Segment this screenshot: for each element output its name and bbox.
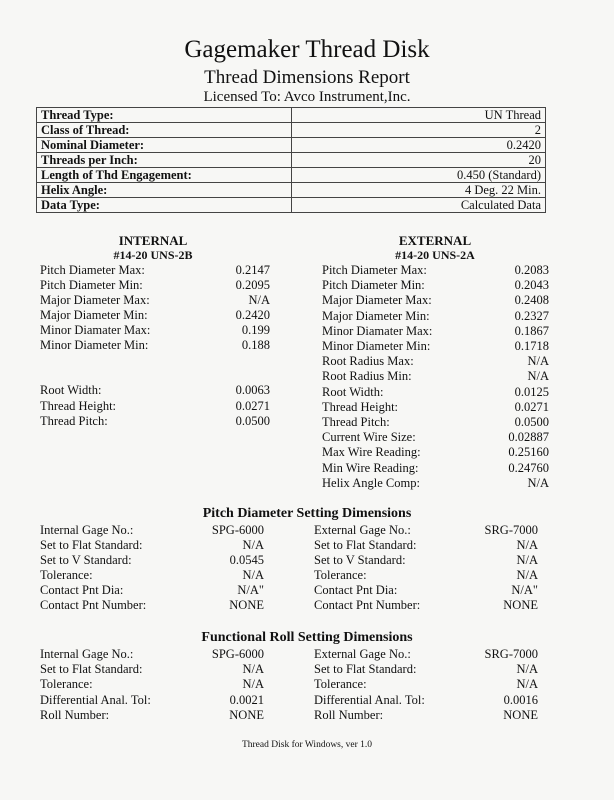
- dimension-value: N/A: [242, 568, 264, 582]
- dimension-value: 0.2043: [514, 278, 549, 293]
- dimension-value: 0.0271: [235, 399, 270, 413]
- dimension-label: Minor Diamater Max:: [322, 323, 433, 338]
- info-value: 2: [292, 123, 546, 138]
- dimension-label: Contact Pnt Number:: [314, 598, 421, 612]
- info-row: [37, 168, 546, 183]
- dimension-label: Current Wire Size:: [322, 430, 416, 445]
- dimension-label: Pitch Diameter Max:: [40, 263, 145, 277]
- dimension-value: 0.0500: [235, 414, 270, 428]
- dimension-value: N/A: [242, 662, 264, 677]
- dimension-label: Roll Number:: [40, 707, 110, 722]
- dimension-value: N/A: [242, 677, 264, 692]
- dimension-value: SRG-7000: [484, 523, 538, 537]
- dimension-label: Major Diameter Min:: [40, 308, 148, 322]
- dimension-value: 0.0063: [235, 383, 270, 397]
- dimension-label: Root Width:: [322, 384, 384, 399]
- dimension-label: External Gage No.:: [314, 523, 411, 537]
- dimension-label: Minor Diamater Max:: [40, 323, 151, 337]
- dimension-value: N/A: [527, 354, 549, 369]
- info-row: [37, 108, 546, 123]
- footer-version: Thread Disk for Windows, ver 1.0: [241, 740, 373, 750]
- dimension-label: Set to Flat Standard:: [40, 538, 143, 552]
- dimension-value: 0.199: [241, 323, 270, 337]
- dimension-label: Internal Gage No.:: [40, 523, 134, 537]
- internal-designation: #14-20 UNS-2B: [113, 248, 193, 262]
- info-value: 0.2420: [292, 138, 546, 153]
- dimension-value: 0.1867: [514, 323, 549, 338]
- dimension-label: Contact Pnt Dia:: [314, 583, 398, 597]
- dimension-value: N/A": [237, 583, 264, 597]
- dimension-label: Pitch Diameter Max:: [322, 263, 427, 277]
- dimension-label: Differential Anal. Tol:: [314, 692, 425, 707]
- dimension-label: Tolerance:: [314, 677, 367, 692]
- dimension-label: Contact Pnt Dia:: [40, 583, 124, 597]
- info-row: [37, 183, 546, 198]
- license-line: Licensed To: Avco Instrument,Inc.: [203, 89, 411, 105]
- dimension-value: NONE: [229, 598, 264, 612]
- dimension-label: Min Wire Reading:: [322, 460, 419, 475]
- dimension-label: Contact Pnt Number:: [40, 598, 147, 612]
- dimension-label: Set to V Standard:: [40, 553, 132, 567]
- info-label: Data Type:: [37, 198, 292, 213]
- info-row: [37, 138, 546, 153]
- dimension-label: Set to Flat Standard:: [314, 662, 417, 677]
- dimension-label: Root Width:: [40, 383, 102, 397]
- dimension-label: External Gage No.:: [314, 647, 411, 661]
- dimension-label: Pitch Diameter Min:: [40, 278, 143, 292]
- dimension-label: Minor Diameter Min:: [322, 339, 431, 353]
- dimension-value: 0.2408: [514, 293, 549, 308]
- dimension-label: Root Radius Min:: [322, 369, 412, 384]
- info-value: 4 Deg. 22 Min.: [292, 183, 546, 198]
- dimension-value: N/A: [242, 538, 264, 552]
- info-value: 20: [292, 153, 546, 168]
- report-subtitle: Thread Dimensions Report: [204, 67, 410, 88]
- info-label: Length of Thd Engagement:: [37, 168, 292, 183]
- info-row: [37, 123, 546, 138]
- dimension-value: N/A: [516, 662, 538, 677]
- dimension-label: Root Radius Max:: [322, 354, 414, 369]
- external-designation: #14-20 UNS-2A: [395, 248, 475, 262]
- dimension-label: Thread Height:: [40, 399, 117, 413]
- internal-heading: INTERNAL: [118, 233, 188, 248]
- dimension-value: N/A: [516, 538, 538, 552]
- info-label: Nominal Diameter:: [37, 138, 292, 153]
- dimension-value: N/A: [527, 475, 549, 490]
- dimension-label: Major Diameter Max:: [40, 293, 150, 307]
- info-label: Threads per Inch:: [37, 153, 292, 168]
- dimension-value: 0.02887: [508, 430, 549, 445]
- dimension-label: Set to Flat Standard:: [40, 662, 143, 677]
- dimension-label: Set to V Standard:: [314, 553, 406, 567]
- dimension-label: Major Diameter Min:: [322, 308, 430, 323]
- info-row: [37, 153, 546, 168]
- info-row: [37, 198, 546, 213]
- external-heading: EXTERNAL: [398, 233, 472, 248]
- dimension-label: Pitch Diameter Min:: [322, 278, 425, 293]
- dimension-value: N/A: [516, 568, 538, 582]
- info-label: Helix Angle:: [37, 183, 292, 198]
- dimension-value: 0.0271: [514, 399, 549, 414]
- dimension-value: SPG-6000: [211, 647, 264, 661]
- dimension-label: Set to Flat Standard:: [314, 538, 417, 552]
- dimension-value: 0.2095: [235, 278, 270, 292]
- info-value: Calculated Data: [292, 198, 546, 213]
- dimension-value: 0.0016: [503, 692, 538, 707]
- dimension-value: SPG-6000: [211, 523, 264, 537]
- dimension-label: Tolerance:: [40, 568, 93, 582]
- thread-info-table: [36, 107, 546, 213]
- dimension-label: Max Wire Reading:: [322, 445, 421, 460]
- info-value: UN Thread: [292, 108, 546, 123]
- dimension-label: Thread Pitch:: [322, 415, 390, 429]
- dimension-value: N/A": [511, 583, 538, 597]
- dimension-value: SRG-7000: [484, 647, 538, 661]
- dimension-label: Tolerance:: [40, 677, 93, 692]
- dimension-value: N/A: [516, 553, 538, 567]
- info-value: 0.450 (Standard): [292, 168, 546, 183]
- dimension-label: Roll Number:: [314, 707, 384, 722]
- dimension-value: NONE: [229, 707, 264, 722]
- dimension-label: Major Diameter Max:: [322, 293, 432, 308]
- dimension-label: Thread Height:: [322, 399, 399, 414]
- dimension-value: 0.0500: [514, 415, 549, 429]
- dimension-value: 0.2327: [514, 308, 549, 323]
- dimension-value: 0.24760: [508, 460, 549, 475]
- dimension-label: Internal Gage No.:: [40, 647, 134, 661]
- dimension-value: NONE: [503, 707, 538, 722]
- dimension-label: Thread Pitch:: [40, 414, 108, 428]
- dimension-value: 0.2420: [235, 308, 270, 322]
- roll-setting-title: Functional Roll Setting Dimensions: [201, 630, 413, 645]
- dimension-value: N/A: [516, 677, 538, 692]
- info-label: Class of Thread:: [37, 123, 292, 138]
- dimension-label: Helix Angle Comp:: [322, 475, 420, 490]
- dimension-value: 0.0021: [229, 692, 264, 707]
- dimension-label: Differential Anal. Tol:: [40, 692, 151, 707]
- dimension-value: 0.0545: [229, 553, 264, 567]
- dimension-value: 0.1718: [514, 339, 549, 353]
- dimension-value: 0.2147: [235, 263, 270, 277]
- pitch-setting-title: Pitch Diameter Setting Dimensions: [202, 506, 412, 521]
- dimension-value: 0.188: [241, 338, 270, 352]
- dimension-value: 0.25160: [508, 445, 549, 460]
- dimension-value: 0.2083: [514, 263, 549, 277]
- info-label: Thread Type:: [37, 108, 292, 123]
- dimension-label: Minor Diameter Min:: [40, 338, 149, 352]
- dimension-value: NONE: [503, 598, 538, 612]
- dimension-label: Tolerance:: [314, 568, 367, 582]
- dimension-value: 0.0125: [514, 384, 549, 399]
- dimension-value: N/A: [527, 369, 549, 384]
- dimension-value: N/A: [248, 293, 270, 307]
- report-title: Gagemaker Thread Disk: [184, 36, 430, 63]
